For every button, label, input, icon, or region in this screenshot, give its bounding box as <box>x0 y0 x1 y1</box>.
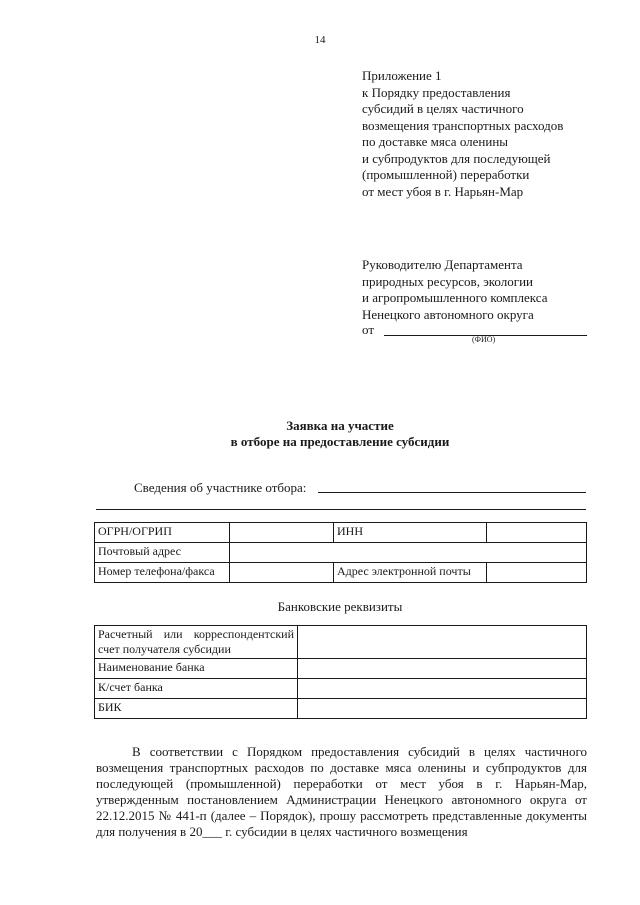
appendix-line: возмещения транспортных расходов <box>362 117 564 133</box>
email-label: Адрес электронной почты <box>334 563 487 583</box>
participant-info-field-continuation[interactable] <box>96 509 586 510</box>
addressee-block <box>362 257 622 323</box>
corr-account-value-cell[interactable] <box>298 679 587 699</box>
phone-fax-value-cell[interactable] <box>230 563 334 583</box>
appendix-line: и субпродуктов для последующей <box>362 150 551 166</box>
from-label: от <box>362 322 375 337</box>
appendix-line: субсидий в целях частичного <box>362 101 524 116</box>
inn-value-cell[interactable] <box>487 523 587 543</box>
table-row <box>95 659 587 679</box>
postal-address-value-cell[interactable] <box>230 543 587 563</box>
bik-label: БИК <box>95 699 298 719</box>
ogrn-value-cell[interactable] <box>230 523 334 543</box>
participant-info-field[interactable] <box>318 492 586 493</box>
table-row <box>95 626 587 659</box>
table-row <box>95 563 587 583</box>
title-line-2: в отборе на предоставление субсидии <box>230 434 450 449</box>
table-row <box>95 543 587 563</box>
appendix-line: от мест убоя в г. Нарьян-Мар <box>362 183 524 199</box>
bank-table <box>94 625 587 719</box>
participant-info-label: Сведения об участнике отбора: <box>134 480 307 495</box>
document-title <box>0 418 640 450</box>
phone-fax-label: Номер телефона/факса <box>95 563 230 583</box>
addressee-line: Руководителю Департамента <box>362 257 523 272</box>
bank-account-label: Расчетный или корреспондентский счет получателя субсидии <box>95 626 298 659</box>
body-paragraph: В соответствии с Порядком предоставления субсидий в целях частичного возмещения транспортных расходов по доставке мяса оленины и субпродуктов для последующей (промышленной) переработки от мест убоя в г. Нарьян-Мар, утвержденным постановлением Администрации Ненецкого автономного округа от 22.12.2015 № 441-п (далее – Порядок), прошу рассмотреть представленные документы для получения в 20___ г. субсидии в целях частичного возмещения <box>96 744 587 839</box>
fio-caption: (ФИО) <box>472 335 496 344</box>
email-value-cell[interactable] <box>487 563 587 583</box>
table-row <box>95 699 587 719</box>
addressee-line: и агропромышленного комплекса <box>362 290 548 305</box>
corr-account-label: К/счет банка <box>95 679 298 699</box>
addressee-line: природных ресурсов, экологии <box>362 273 533 289</box>
table-row <box>95 523 587 543</box>
appendix-line: по доставке мяса оленины <box>362 134 509 149</box>
postal-address-label: Почтовый адрес <box>95 543 230 563</box>
appendix-line: к Порядку предоставления <box>362 84 511 100</box>
bank-account-value-cell[interactable] <box>298 626 587 659</box>
bank-section-title: Банковские реквизиты <box>277 599 403 614</box>
page-number: 14 <box>314 34 326 46</box>
addressee-line: Ненецкого автономного округа <box>362 306 534 322</box>
appendix-line: Приложение 1 <box>362 68 442 83</box>
inn-label: ИНН <box>334 523 487 543</box>
table-row <box>95 679 587 699</box>
ogrn-label: ОГРН/ОГРИП <box>95 523 230 543</box>
title-line-1: Заявка на участие <box>286 418 394 433</box>
appendix-line: (промышленной) переработки <box>362 167 530 182</box>
bik-value-cell[interactable] <box>298 699 587 719</box>
appendix-header <box>362 68 622 200</box>
participant-table <box>94 522 587 583</box>
bank-name-label: Наименование банка <box>95 659 298 679</box>
bank-name-value-cell[interactable] <box>298 659 587 679</box>
